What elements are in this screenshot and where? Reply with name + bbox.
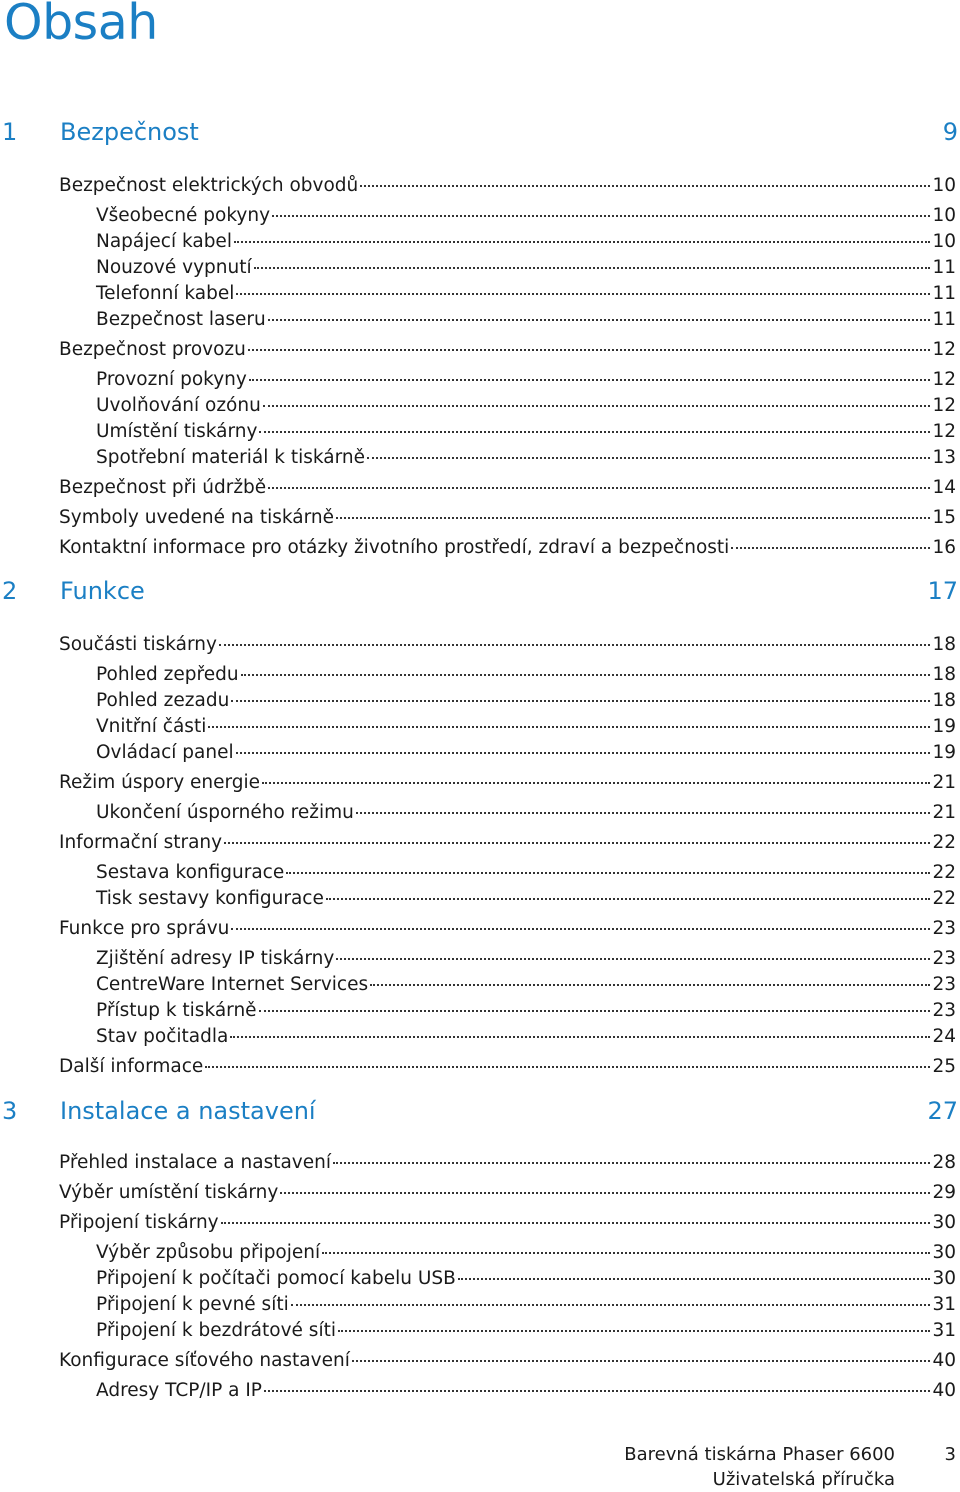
chapter-heading[interactable] bbox=[0, 577, 958, 605]
dot-leader bbox=[205, 1066, 930, 1068]
chapter-page-number: 9 bbox=[942, 118, 958, 146]
toc-entry[interactable] bbox=[59, 634, 956, 658]
dot-leader bbox=[262, 782, 930, 784]
page-number: 3 bbox=[944, 1444, 956, 1465]
entry-page-number: 10 bbox=[932, 205, 956, 226]
entry-page-number: 29 bbox=[932, 1182, 956, 1203]
toc-subentry[interactable] bbox=[96, 690, 956, 714]
toc-subentry[interactable] bbox=[96, 257, 956, 281]
chapter-number: 1 bbox=[2, 118, 18, 146]
entry-title: Uvolňování ozónu bbox=[96, 395, 261, 416]
toc-subentry[interactable] bbox=[96, 1294, 956, 1318]
dot-leader bbox=[254, 267, 931, 269]
dot-leader bbox=[356, 812, 931, 814]
dot-leader bbox=[224, 842, 930, 844]
toc-subentry[interactable] bbox=[96, 395, 956, 419]
toc-subentry[interactable] bbox=[96, 1380, 956, 1404]
toc-subentry[interactable] bbox=[96, 888, 956, 912]
entry-title: Součásti tiskárny bbox=[59, 634, 217, 655]
entry-title: Ovládací panel bbox=[96, 742, 234, 763]
entry-page-number: 31 bbox=[932, 1320, 956, 1341]
toc-subentry[interactable] bbox=[96, 862, 956, 886]
chapter-page-number: 17 bbox=[927, 577, 958, 605]
entry-page-number: 31 bbox=[932, 1294, 956, 1315]
entry-title: Bezpečnost elektrických obvodů bbox=[59, 175, 359, 196]
footer-document-name: Uživatelská příručka bbox=[712, 1469, 895, 1490]
dot-leader bbox=[221, 1222, 931, 1224]
entry-page-number: 18 bbox=[932, 634, 956, 655]
toc-entry[interactable] bbox=[59, 772, 956, 796]
toc-entry[interactable] bbox=[59, 507, 956, 531]
toc-subentry[interactable] bbox=[96, 283, 956, 307]
toc-entry[interactable] bbox=[59, 537, 956, 561]
footer-product-name: Barevná tiskárna Phaser 6600 bbox=[624, 1444, 895, 1465]
entry-title: Stav počitadla bbox=[96, 1026, 229, 1047]
entry-title: Sestava konfigurace bbox=[96, 862, 285, 883]
entry-title: Kontaktní informace pro otázky životního prostředí, zdraví a bezpečnosti bbox=[59, 537, 730, 558]
entry-page-number: 15 bbox=[932, 507, 956, 528]
dot-leader bbox=[208, 726, 930, 728]
entry-page-number: 12 bbox=[932, 369, 956, 390]
chapter-number: 2 bbox=[2, 577, 18, 605]
entry-page-number: 18 bbox=[932, 690, 956, 711]
toc-subentry[interactable] bbox=[96, 447, 956, 471]
entry-title: Přístup k tiskárně bbox=[96, 1000, 257, 1021]
dot-leader bbox=[336, 958, 930, 960]
dot-leader bbox=[291, 1304, 931, 1306]
entry-page-number: 23 bbox=[932, 1000, 956, 1021]
entry-page-number: 19 bbox=[932, 716, 956, 737]
dot-leader bbox=[236, 293, 930, 295]
toc-subentry[interactable] bbox=[96, 309, 956, 333]
toc-entry[interactable] bbox=[59, 1182, 956, 1206]
dot-leader bbox=[268, 487, 930, 489]
chapter-page-number: 27 bbox=[927, 1097, 958, 1125]
entry-page-number: 24 bbox=[932, 1026, 956, 1047]
dot-leader bbox=[264, 1390, 930, 1392]
toc-subentry[interactable] bbox=[96, 1320, 956, 1344]
dot-leader bbox=[360, 185, 930, 187]
toc-entry[interactable] bbox=[59, 1350, 956, 1374]
toc-subentry[interactable] bbox=[96, 1268, 956, 1292]
toc-entry[interactable] bbox=[59, 477, 956, 501]
entry-title: Umístění tiskárny bbox=[96, 421, 258, 442]
entry-title: Provozní pokyny bbox=[96, 369, 247, 390]
entry-page-number: 23 bbox=[932, 974, 956, 995]
entry-page-number: 22 bbox=[932, 862, 956, 883]
dot-leader bbox=[248, 349, 931, 351]
entry-page-number: 22 bbox=[932, 888, 956, 909]
entry-title: Adresy TCP/IP a IP bbox=[96, 1380, 262, 1401]
entry-page-number: 30 bbox=[932, 1242, 956, 1263]
entry-page-number: 12 bbox=[932, 395, 956, 416]
entry-title: Přehled instalace a nastavení bbox=[59, 1152, 331, 1173]
entry-page-number: 30 bbox=[932, 1268, 956, 1289]
entry-page-number: 40 bbox=[932, 1350, 956, 1371]
entry-page-number: 18 bbox=[932, 664, 956, 685]
dot-leader bbox=[259, 431, 930, 433]
dot-leader bbox=[367, 457, 930, 459]
entry-page-number: 10 bbox=[932, 175, 956, 196]
dot-leader bbox=[259, 1010, 931, 1012]
page-footer bbox=[624, 1442, 895, 1492]
toc-subentry[interactable] bbox=[96, 205, 956, 229]
entry-page-number: 13 bbox=[932, 447, 956, 468]
dot-leader bbox=[272, 215, 930, 217]
entry-page-number: 19 bbox=[932, 742, 956, 763]
chapter-title: Bezpečnost bbox=[60, 118, 199, 146]
toc-subentry[interactable] bbox=[96, 369, 956, 393]
dot-leader bbox=[352, 1360, 931, 1362]
entry-title: Připojení k pevné síti bbox=[96, 1294, 289, 1315]
entry-title: Spotřební materiál k tiskárně bbox=[96, 447, 365, 468]
toc-subentry[interactable] bbox=[96, 974, 956, 998]
entry-title: Konfigurace síťového nastavení bbox=[59, 1350, 350, 1371]
chapter-title: Funkce bbox=[60, 577, 145, 605]
entry-title: Napájecí kabel bbox=[96, 231, 232, 252]
entry-title: Tisk sestavy konfigurace bbox=[96, 888, 324, 909]
entry-page-number: 21 bbox=[932, 772, 956, 793]
dot-leader bbox=[234, 241, 930, 243]
entry-page-number: 12 bbox=[932, 421, 956, 442]
entry-title: Informační strany bbox=[59, 832, 223, 853]
dot-leader bbox=[231, 700, 930, 702]
dot-leader bbox=[336, 517, 930, 519]
toc-subentry[interactable] bbox=[96, 802, 956, 826]
chapter-heading[interactable] bbox=[0, 118, 958, 146]
entry-title: Nouzové vypnutí bbox=[96, 257, 252, 278]
dot-leader bbox=[241, 674, 931, 676]
entry-page-number: 30 bbox=[932, 1212, 956, 1233]
entry-page-number: 11 bbox=[932, 283, 956, 304]
dot-leader bbox=[322, 1252, 930, 1254]
chapter-number: 3 bbox=[2, 1097, 18, 1125]
entry-title: Ukončení úsporného režimu bbox=[96, 802, 354, 823]
toc-entry[interactable] bbox=[59, 1212, 956, 1236]
entry-title: Výběr způsobu připojení bbox=[96, 1242, 321, 1263]
entry-title: Další informace bbox=[59, 1056, 204, 1077]
entry-title: Všeobecné pokyny bbox=[96, 205, 271, 226]
entry-page-number: 10 bbox=[932, 231, 956, 252]
toc-entry[interactable] bbox=[59, 918, 956, 942]
toc-subentry[interactable] bbox=[96, 742, 956, 766]
dot-leader bbox=[219, 644, 931, 646]
dot-leader bbox=[333, 1162, 930, 1164]
dot-leader bbox=[286, 872, 930, 874]
dot-leader bbox=[370, 984, 930, 986]
toc-entry[interactable] bbox=[59, 1152, 956, 1176]
toc-subentry[interactable] bbox=[96, 421, 956, 445]
dot-leader bbox=[268, 319, 931, 321]
dot-leader bbox=[338, 1330, 930, 1332]
entry-title: Režim úspory energie bbox=[59, 772, 261, 793]
toc-subentry[interactable] bbox=[96, 1242, 956, 1266]
toc-subentry[interactable] bbox=[96, 664, 956, 688]
entry-page-number: 23 bbox=[932, 918, 956, 939]
dot-leader bbox=[230, 1036, 930, 1038]
dot-leader bbox=[326, 898, 931, 900]
entry-title: Vnitřní části bbox=[96, 716, 207, 737]
dot-leader bbox=[236, 752, 931, 754]
entry-page-number: 12 bbox=[932, 339, 956, 360]
toc-subentry[interactable] bbox=[96, 716, 956, 740]
entry-title: Symboly uvedené na tiskárně bbox=[59, 507, 334, 528]
entry-page-number: 16 bbox=[932, 537, 956, 558]
entry-title: Bezpečnost provozu bbox=[59, 339, 246, 360]
toc-subentry[interactable] bbox=[96, 231, 956, 255]
entry-title: Bezpečnost laseru bbox=[96, 309, 266, 330]
entry-title: Připojení k bezdrátové síti bbox=[96, 1320, 336, 1341]
dot-leader bbox=[249, 379, 931, 381]
dot-leader bbox=[458, 1278, 931, 1280]
entry-title: Připojení tiskárny bbox=[59, 1212, 219, 1233]
entry-page-number: 21 bbox=[932, 802, 956, 823]
entry-page-number: 25 bbox=[932, 1056, 956, 1077]
chapter-heading[interactable] bbox=[0, 1097, 958, 1125]
dot-leader bbox=[731, 547, 930, 549]
entry-page-number: 11 bbox=[932, 257, 956, 278]
entry-title: Pohled zezadu bbox=[96, 690, 230, 711]
entry-page-number: 40 bbox=[932, 1380, 956, 1401]
entry-title: Funkce pro správu bbox=[59, 918, 230, 939]
entry-title: Výběr umístění tiskárny bbox=[59, 1182, 279, 1203]
toc-subentry[interactable] bbox=[96, 1026, 956, 1050]
entry-page-number: 22 bbox=[932, 832, 956, 853]
entry-title: Pohled zepředu bbox=[96, 664, 239, 685]
toc-entry[interactable] bbox=[59, 1056, 956, 1080]
toc-entry[interactable] bbox=[59, 339, 956, 363]
dot-leader bbox=[263, 405, 931, 407]
toc-subentry[interactable] bbox=[96, 948, 956, 972]
toc-subentry[interactable] bbox=[96, 1000, 956, 1024]
dot-leader bbox=[280, 1192, 930, 1194]
entry-page-number: 11 bbox=[932, 309, 956, 330]
page-title: Obsah bbox=[4, 0, 158, 51]
entry-title: Připojení k počítači pomocí kabelu USB bbox=[96, 1268, 456, 1289]
entry-page-number: 23 bbox=[932, 948, 956, 969]
toc-entry[interactable] bbox=[59, 832, 956, 856]
entry-page-number: 14 bbox=[932, 477, 956, 498]
entry-page-number: 28 bbox=[932, 1152, 956, 1173]
toc-entry[interactable] bbox=[59, 175, 956, 199]
chapter-title: Instalace a nastavení bbox=[60, 1097, 316, 1125]
entry-title: CentreWare Internet Services bbox=[96, 974, 369, 995]
entry-title: Zjištění adresy IP tiskárny bbox=[96, 948, 335, 969]
dot-leader bbox=[231, 928, 930, 930]
entry-title: Bezpečnost při údržbě bbox=[59, 477, 267, 498]
entry-title: Telefonní kabel bbox=[96, 283, 235, 304]
